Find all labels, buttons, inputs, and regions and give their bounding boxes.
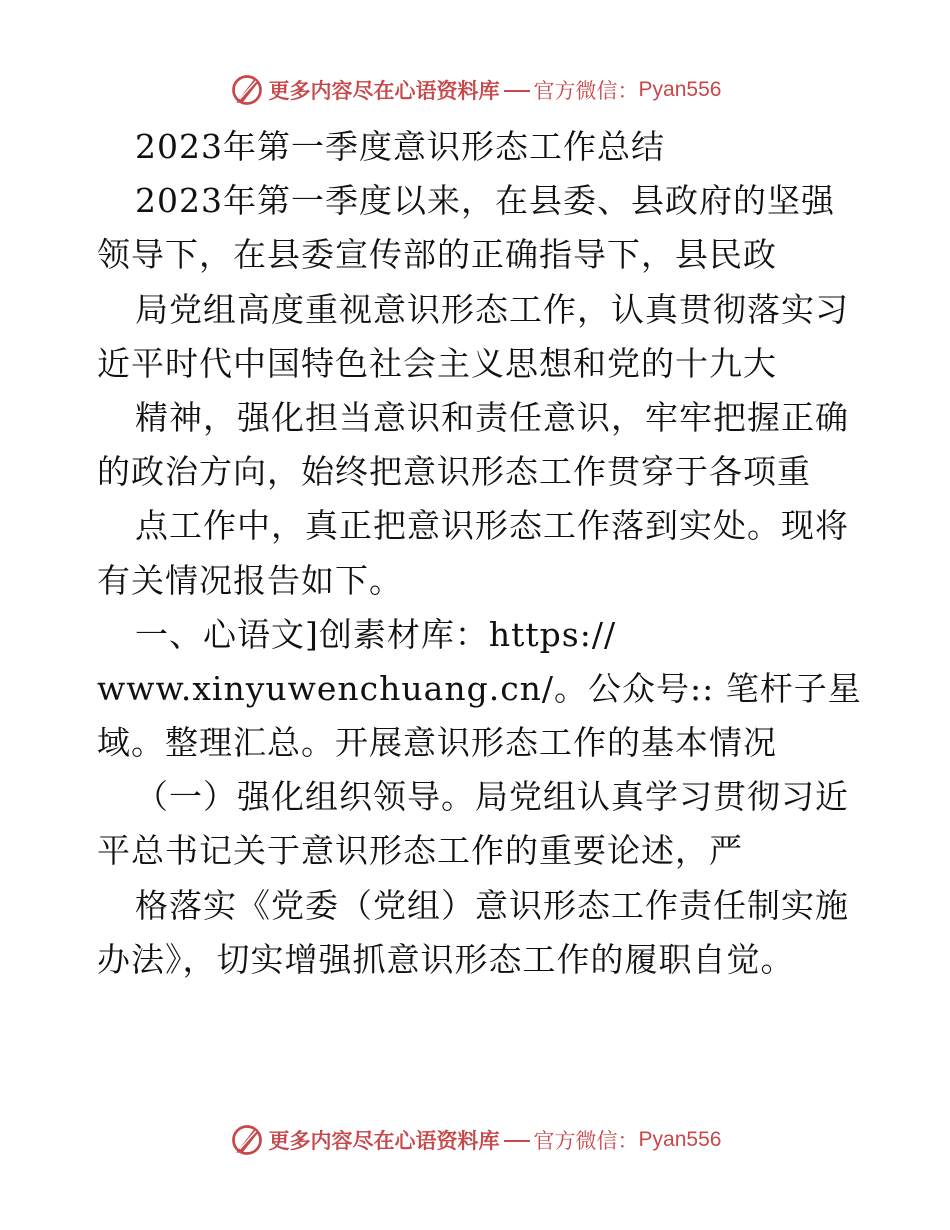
body-line: 办法》，切实增强抓意识形态工作的履职自觉。 [97, 939, 795, 979]
document-body [97, 120, 862, 987]
document-title: 2023年第一季度意识形态工作总结 [135, 127, 665, 166]
footer-watermark [0, 1120, 950, 1160]
body-line: 局党组高度重视意识形态工作，认真贯彻落实习 [135, 289, 849, 329]
body-line: www.xinyuwenchuang.cn/。公众号:: 笔杆子星 [97, 668, 862, 708]
quill-logo-icon [229, 72, 265, 108]
subsection-line: （一）强化组织领导。局党组认真学习贯彻习近 [135, 777, 849, 817]
watermark-label: 官方微信： [533, 79, 639, 103]
body-line: 精神，强化担当意识和责任意识，牢牢把握正确 [135, 397, 849, 437]
body-line: 近平时代中国特色社会主义思想和党的十九大 [97, 343, 777, 383]
watermark-dash [504, 1140, 530, 1142]
body-line: 的政治方向，始终把意识形态工作贯穿于各项重 [97, 452, 811, 492]
body-line: 点工作中，真正把意识形态工作落到实处。现将 [135, 506, 849, 546]
section-heading-line: 一、心语文]创素材库：https:// [135, 614, 617, 654]
header-watermark [0, 70, 950, 110]
body-line: 有关情况报告如下。 [97, 560, 403, 600]
watermark-wechat-id: Pyan556 [638, 1128, 722, 1151]
watermark-brand: 更多内容尽在心语资料库 [268, 78, 500, 103]
watermark-label: 官方微信： [533, 1129, 639, 1153]
body-line: 域。整理汇总。开展意识形态工作的基本情况 [97, 723, 777, 763]
body-line: 格落实《党委（党组）意识形态工作责任制实施 [135, 885, 849, 925]
body-line: 2023年第一季度以来，在县委、县政府的坚强 [135, 181, 835, 221]
body-line: 平总书记关于意识形态工作的重要论述，严 [97, 831, 743, 871]
watermark-dash [504, 90, 530, 92]
watermark-brand: 更多内容尽在心语资料库 [268, 1128, 500, 1153]
watermark-wechat-id: Pyan556 [638, 78, 722, 101]
quill-logo-icon [229, 1122, 265, 1158]
body-line: 领导下，在县委宣传部的正确指导下，县民政 [97, 235, 777, 275]
